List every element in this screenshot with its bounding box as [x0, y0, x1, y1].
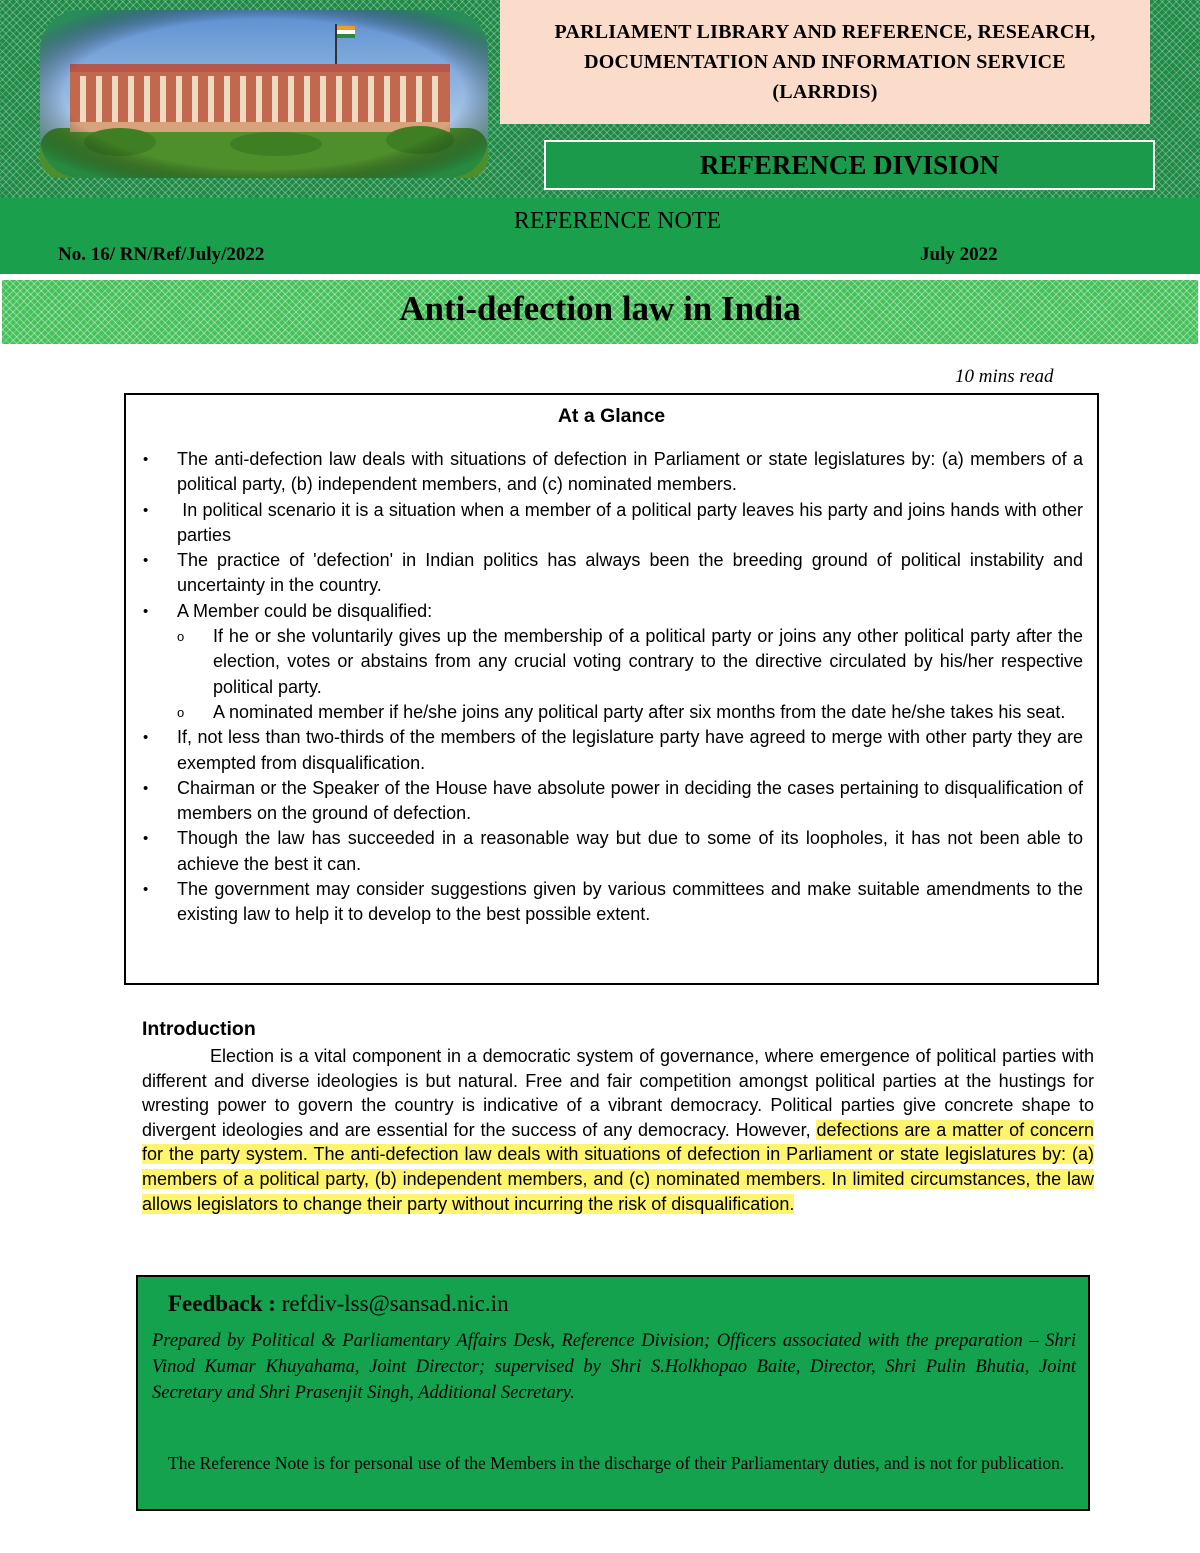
- header-band: [0, 0, 1200, 198]
- introduction-heading: Introduction: [142, 1018, 256, 1040]
- feedback-box: [136, 1275, 1090, 1511]
- bullet-icon: •: [143, 881, 149, 899]
- list-item-text: Chairman or the Speaker of the House have absolute power in deciding the cases pertaining to disqualification of members on the ground of defection.: [177, 777, 1083, 824]
- list-item: [126, 447, 1083, 498]
- bullet-icon: •: [143, 501, 149, 519]
- org-name-line-3: (LARRDIS): [772, 81, 878, 103]
- parliament-house-image: [40, 10, 488, 178]
- read-time: 10 mins read: [955, 366, 1054, 387]
- feedback-line: [168, 1291, 509, 1317]
- reference-division-box: [544, 140, 1155, 190]
- list-item: [126, 498, 1089, 549]
- bullet-icon: •: [143, 602, 149, 620]
- list-item-text: A Member could be disqualified:: [177, 600, 433, 621]
- glance-list: [126, 447, 1089, 928]
- list-item: [126, 548, 1083, 599]
- feedback-email-link[interactable]: refdiv-lss@sansad.nic.in: [275, 1291, 509, 1316]
- title-band: [2, 280, 1198, 344]
- note-number: No. 16/ RN/Ref/July/2022: [58, 244, 265, 265]
- list-item-text: If, not less than two-thirds of the members of the legislature party have agreed to merge with other party they are exempted from disqualification.: [177, 727, 1083, 773]
- sub-list-item: [177, 624, 1083, 700]
- bullet-icon: •: [143, 451, 149, 468]
- org-name-line-1: PARLIAMENT LIBRARY AND REFERENCE, RESEARCH,: [554, 21, 1096, 43]
- bullet-icon: •: [143, 729, 149, 747]
- introduction-text: Election is a vital component in a democratic system of governance, where emergence of political parties with different and diverse ideologies is but natural. Free and fair competition amongst political parties at the hustings for wresting power to govern the country is indicative of a vibrant democracy. Political parties give concrete shape to divergent ideologies and are essential for the success of any democracy. However,: [142, 1046, 1094, 1140]
- list-item-text: In political scenario it is a situation when a member of a political party leaves his party and joins hands with other parties: [177, 499, 1089, 545]
- list-item-text: The practice of 'defection' in Indian politics has always been the breeding ground of political instability and uncertainty in the country.: [177, 550, 1083, 596]
- larrdis-header-box: [500, 0, 1150, 124]
- disclaimer-text: The Reference Note is for personal use of the Members in the discharge of their Parliamentary duties, and is not for publication.: [168, 1453, 1065, 1473]
- list-item-text: Though the law has succeeded in a reasonable way but due to some of its loopholes, it has not been able to achieve the best it can.: [177, 828, 1083, 874]
- sub-list: [177, 624, 1083, 725]
- note-date: July 2022: [920, 244, 998, 265]
- at-a-glance-box: [124, 393, 1099, 985]
- sub-list-item-text: A nominated member if he/she joins any political party after six months from the date he/she takes his seat.: [213, 701, 1066, 722]
- reference-note-label: REFERENCE NOTE: [513, 208, 722, 234]
- list-item: [126, 776, 1083, 827]
- glance-heading: At a Glance: [557, 405, 666, 427]
- introduction-paragraph: [142, 1044, 1094, 1216]
- sub-list-item: [177, 700, 1083, 725]
- circle-bullet-icon: o: [177, 704, 185, 720]
- list-item: [126, 725, 1083, 776]
- bullet-icon: •: [143, 552, 149, 570]
- feedback-label: Feedback :: [168, 1291, 276, 1316]
- list-item-text: The government may consider suggestions given by various committees and make suitable amendments to the existing law to help it to develop to the best possible extent.: [177, 879, 1083, 925]
- highlighted-text: defections are a matter of concern for the party system. The anti-defection law deals with situations of defection in Parliament or state legislatures by: (a) members of a political party, (b) independent members, and (c) nominated members. In limited circumstances, the law allows legislators to change their party without incurring the risk of disqualification.: [142, 1119, 1094, 1214]
- list-item: [126, 599, 1083, 725]
- sub-list-item-text: If he or she voluntarily gives up the membership of a political party or joins any other political party after the election, votes or abstains from any crucial voting contrary to the directive circulated by his/her respective political party.: [213, 626, 1083, 697]
- division-label: REFERENCE DIVISION: [699, 149, 1000, 180]
- reference-note-band: [0, 198, 1200, 274]
- list-item: [126, 826, 1083, 877]
- list-item-text: The anti-defection law deals with situations of defection in Parliament or state legislatures by: (a) members of a political party, (b) independent members, and (c) nominated members.: [177, 449, 1083, 495]
- page-title: Anti-defection law in India: [399, 289, 801, 328]
- org-name-line-2: DOCUMENTATION AND INFORMATION SERVICE: [584, 51, 1066, 73]
- circle-bullet-icon: o: [177, 629, 185, 645]
- list-item: [126, 877, 1083, 928]
- bullet-icon: •: [143, 830, 149, 848]
- bullet-icon: •: [143, 779, 149, 797]
- prepared-by-text: Prepared by Political & Parliamentary Affairs Desk, Reference Division; Officers associated with the preparation – Shri Vinod Kumar Khuyahama, Joint Director; supervised by Shri S.Holkhopao Baite, Director, Shri Pulin Bhutia, Joint Secretary and Shri Prasenjit Singh, Additional Secretary.: [152, 1331, 1076, 1403]
